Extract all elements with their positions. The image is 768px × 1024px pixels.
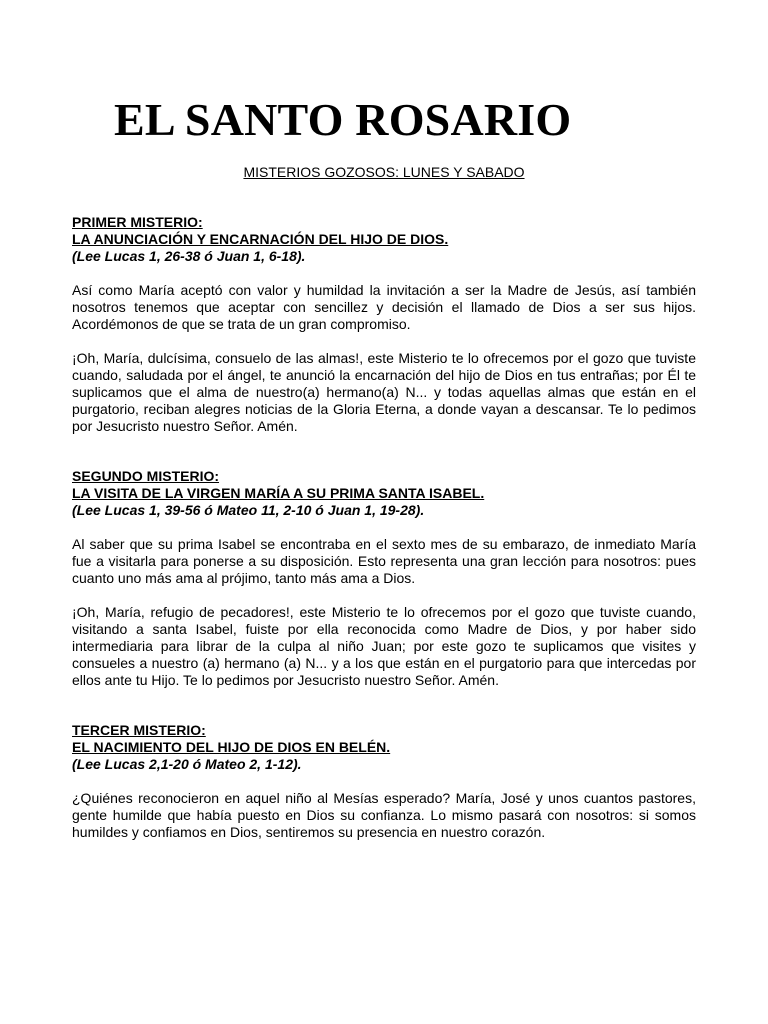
mystery-section-third	[72, 722, 696, 841]
mystery-paragraph: Al saber que su prima Isabel se encontraba en el sexto mes de su embarazo, de inmediato María fue a visitarla para ponerse a su disposición. Esto representa una gran lección para nosotros: pues cuanto uno más ama al prójimo, tanto más ama a Dios.	[72, 536, 696, 586]
mystery-heading: LA ANUNCIACIÓN Y ENCARNACIÓN DEL HIJO DE DIOS.	[72, 231, 449, 247]
mystery-label: PRIMER MISTERIO:	[72, 214, 203, 230]
mystery-reference: (Lee Lucas 1, 26-38 ó Juan 1, 6-18).	[72, 248, 306, 264]
mystery-section-first	[72, 214, 696, 435]
mystery-paragraph: Así como María aceptó con valor y humildad la invitación a ser la Madre de Jesús, así también nosotros tenemos que aceptar con sencillez y decisión el llamado de Dios a ser sus hijos. Acordémonos de que se trata de un gran compromiso.	[72, 282, 696, 332]
document-title: EL SANTO ROSARIO	[114, 94, 572, 145]
mystery-prayer: ¡Oh, María, dulcísima, consuelo de las almas!, este Misterio te lo ofrecemos por el gozo que tuviste cuando, saludada por el ángel, te anunció la encarnación del hijo de Dios en tus entrañas; por Él te suplicamos que el alma de nuestro(a) hermano(a) N... y todas aquellas almas que están en el purgatorio, reciban alegres noticias de la Gloria Eterna, a donde vayan a descansar. Te lo pedimos por Jesucristo nuestro Señor. Amén.	[72, 350, 696, 434]
mystery-reference: (Lee Lucas 1, 39-56 ó Mateo 11, 2-10 ó Juan 1, 19-28).	[72, 502, 425, 518]
mystery-heading: EL NACIMIENTO DEL HIJO DE DIOS EN BELÉN.	[72, 739, 391, 755]
document-subtitle: MISTERIOS GOZOSOS: LUNES Y SABADO	[243, 164, 525, 180]
mystery-label: SEGUNDO MISTERIO:	[72, 468, 220, 484]
mystery-paragraph: ¿Quiénes reconocieron en aquel niño al Mesías esperado? María, José y unos cuantos pastores, gente humilde que había puesto en Dios su confianza. Lo mismo pasará con nosotros: si somos humildes y confiamos en Dios, sentiremos su presencia en nuestro corazón.	[72, 790, 696, 840]
mystery-section-second	[72, 468, 696, 689]
mystery-label: TERCER MISTERIO:	[72, 722, 206, 738]
mystery-reference: (Lee Lucas 2,1-20 ó Mateo 2, 1-12).	[72, 756, 302, 772]
mystery-heading: LA VISITA DE LA VIRGEN MARÍA A SU PRIMA SANTA ISABEL.	[72, 485, 485, 501]
mystery-prayer: ¡Oh, María, refugio de pecadores!, este Misterio te lo ofrecemos por el gozo que tuviste cuando, visitando a santa Isabel, fuiste por ella reconocida como Madre de Dios, y por haber sido intermediaria para librar de la culpa al niño Juan; por este gozo te suplicamos que visites y consueles a nuestro (a) hermano (a) N... y a los que están en el purgatorio para que intercedas por ellos ante tu Hijo. Te lo pedimos por Jesucristo nuestro Señor. Amén.	[72, 604, 696, 688]
